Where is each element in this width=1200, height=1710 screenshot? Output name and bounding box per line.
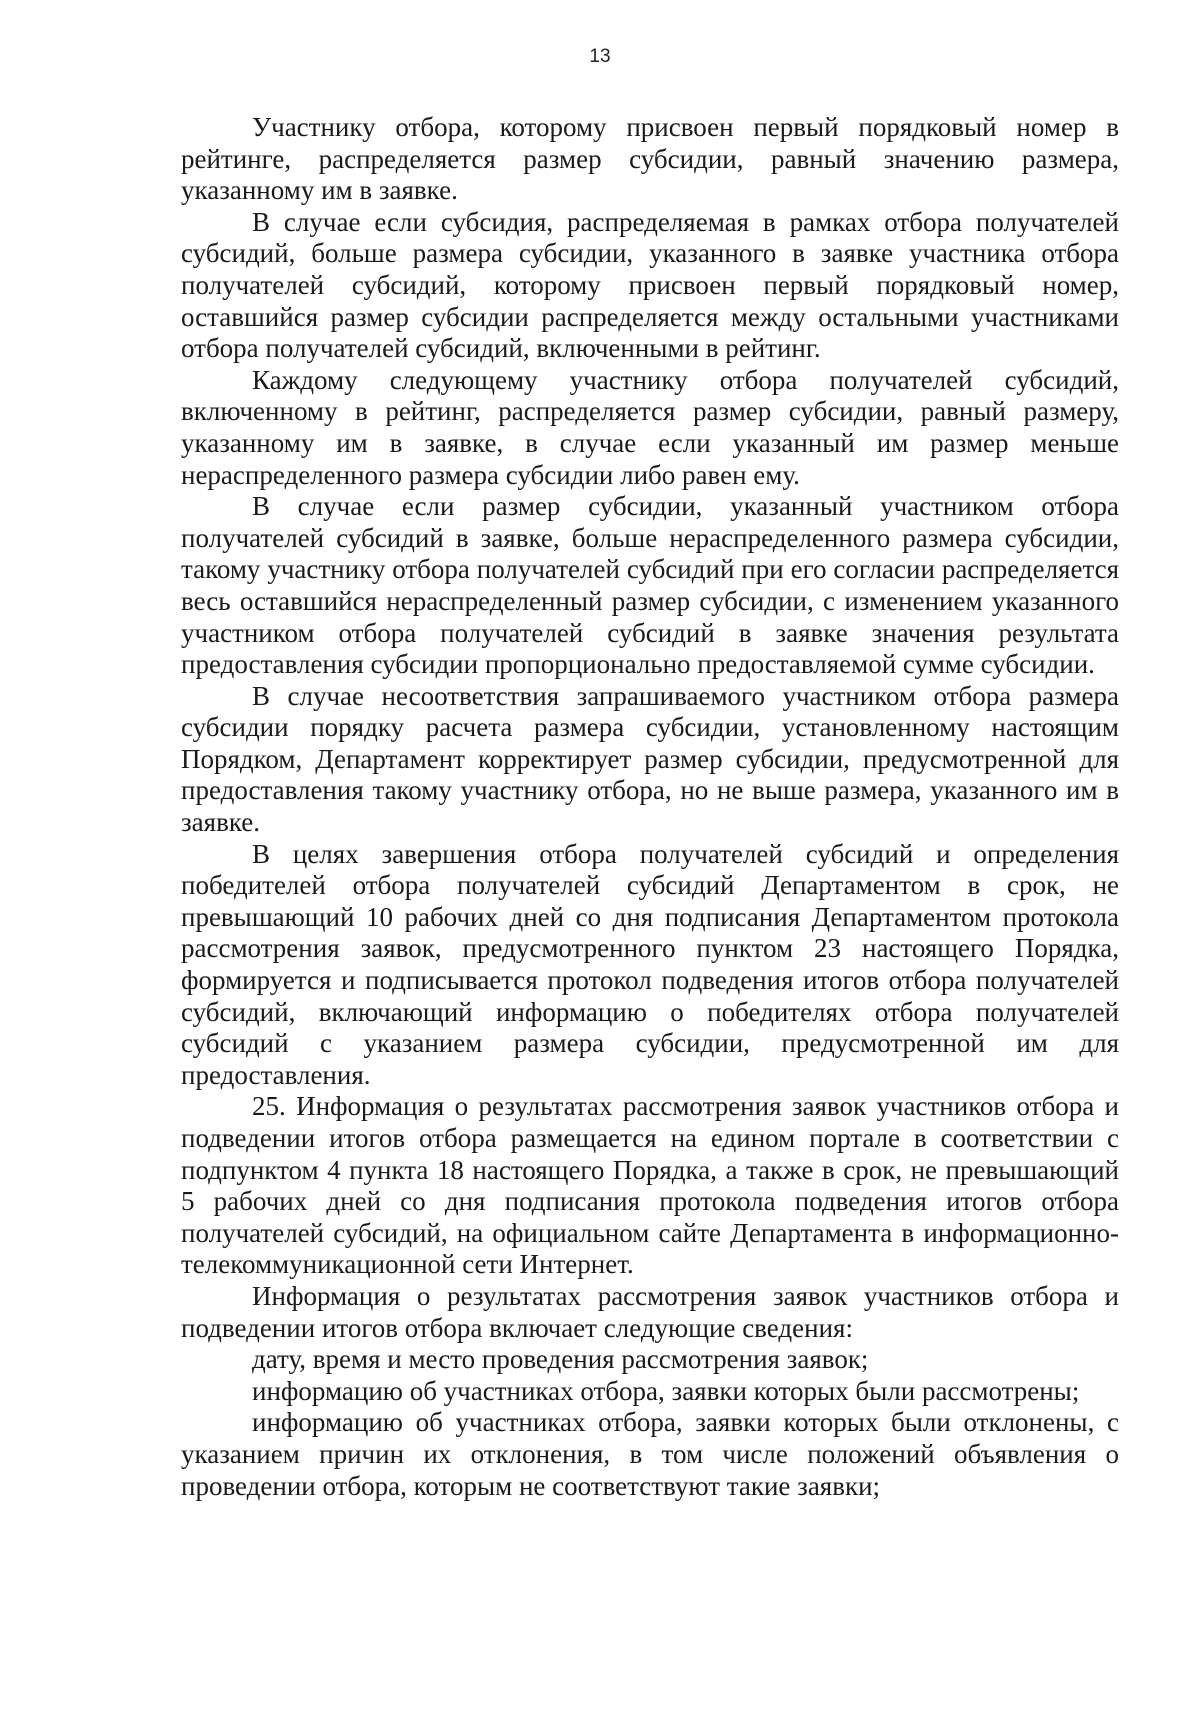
paragraph-information-contents: Информация о результатах рассмотрения заявок участников отбора и подведении итогов отбора включает следующие сведения: <box>181 1280 1119 1343</box>
page-number: 13 <box>589 46 611 67</box>
list-item-date-time-place: дату, время и место проведения рассмотрения заявок; <box>252 1344 869 1375</box>
paragraph-next-participant: Каждому следующему участнику отбора получателей субсидий, включенному в рейтинг, распределяется размер субсидии, равный размеру, указанному им в заявке, в случае если указанный им размер меньше нераспределенного размера субсидии либо равен ему. <box>181 364 1119 490</box>
paragraph-exceeding-request: В случае если размер субсидии, указанный участником отбора получателей субсидий в заявке, больше нераспределенного размера субсидии, такому участнику отбора получателей субсидий при его согласии распределяется весь оставшийся нераспределенный размер субсидии, с изменением указанного участником отбора получателей субсидий в заявке значения результата предоставления субсидии пропорционально предоставляемой сумме субсидии. <box>181 491 1119 680</box>
paragraph-mismatch-correction: В случае несоответствия запрашиваемого участником отбора размера субсидии порядку расчета размера субсидии, установленному настоящим Порядком, Департамент корректирует размер субсидии, предусмотренной для предоставления такому участнику отбора, но не выше размера, указанного им в заявке. <box>181 680 1119 838</box>
paragraph-selection-completion: В целях завершения отбора получателей субсидий и определения победителей отбора получателей субсидий Департаментом в срок, не превышающий 10 рабочих дней со дня подписания Департаментом протокола рассмотрения заявок, предусмотренного пунктом 23 настоящего Порядка, формируется и подписывается протокол подведения итогов отбора получателей субсидий, включающий информацию о победителях отбора получателей субсидий с указанием размера субсидии, предусмотренной им для предоставления. <box>181 838 1119 1090</box>
paragraph-remaining-subsidy: В случае если субсидия, распределяемая в рамках отбора получателей субсидий, больше размера субсидии, указанного в заявке участника отбора получателей субсидий, которому присвоен первый порядковый номер, оставшийся размер субсидии распределяется между остальными участниками отбора получателей субсидий, включенными в рейтинг. <box>181 206 1119 364</box>
list-item-reviewed-participants: информацию об участниках отбора, заявки которых были рассмотрены; <box>252 1375 1080 1406</box>
document-body <box>181 112 1119 1502</box>
paragraph-first-rank-allocation: Участнику отбора, которому присвоен первый порядковый номер в рейтинге, распределяется размер субсидии, равный значению размера, указанному им в заявке. <box>181 112 1119 206</box>
list-item-rejected-participants: информацию об участниках отбора, заявки которых были отклонены, с указанием причин их отклонения, в том числе положений объявления о проведении отбора, которым не соответствуют такие заявки; <box>181 1407 1119 1501</box>
paragraph-item-25-publication: 25. Информация о результатах рассмотрения заявок участников отбора и подведении итогов отбора размещается на едином портале в соответствии с подпунктом 4 пункта 18 настоящего Порядка, а также в срок, не превышающий 5 рабочих дней со дня подписания протокола подведения итогов отбора получателей субсидий, на официальном сайте Департамента в информационно-телекоммуникационной сети Интернет. <box>181 1091 1119 1280</box>
